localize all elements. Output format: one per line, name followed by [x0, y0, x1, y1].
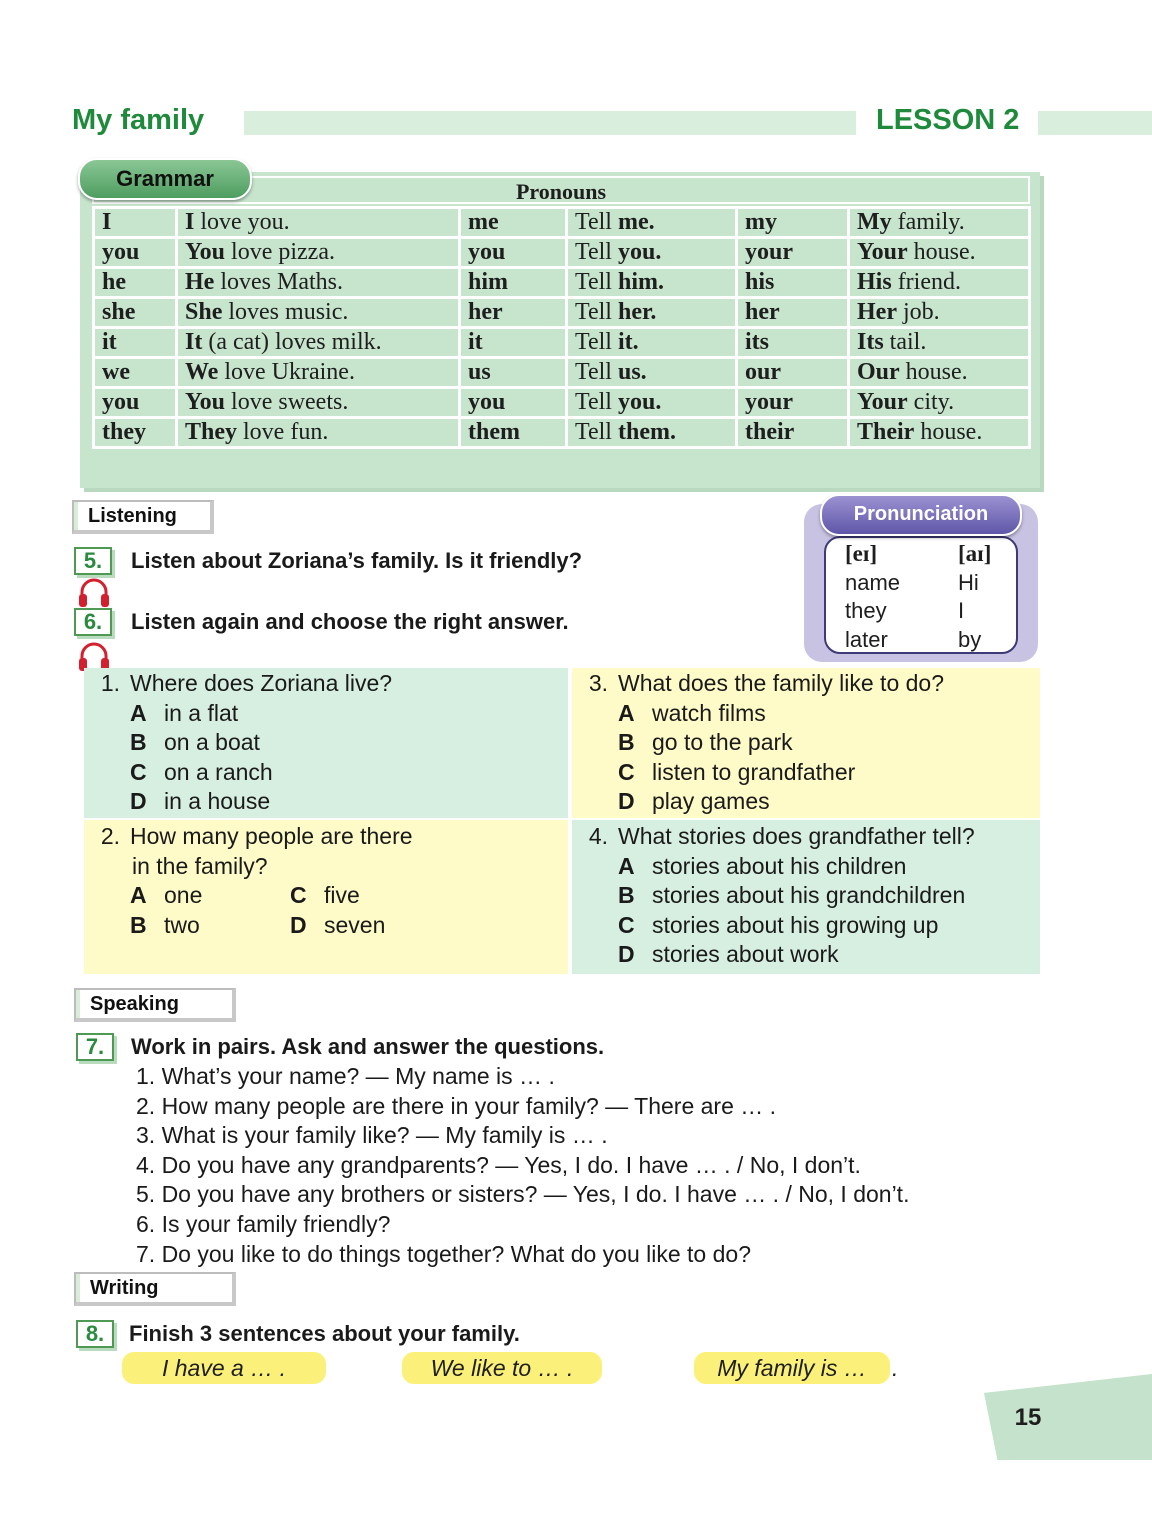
option[interactable]: C listen to grandfather [618, 758, 856, 785]
question-text: What stories does grandfather tell? [618, 823, 975, 849]
ipa-ei: [eɪ] [845, 541, 878, 566]
possessive-example: Your city. [849, 388, 1030, 418]
subject-example: You love pizza. [177, 238, 460, 268]
pronoun-row [94, 358, 1030, 388]
pronoun-row [94, 238, 1030, 268]
exercise-6-instruction: Listen again and choose the right answer. [131, 609, 569, 634]
possessive-example: Her job. [849, 298, 1030, 328]
list-item: 4. Do you have any grandparents? — Yes, I do. I have … . / No, I don’t. [136, 1151, 861, 1178]
option[interactable]: D in a house [130, 788, 271, 815]
option[interactable]: A stories about his children [618, 852, 907, 879]
possessive-adjective: their [737, 418, 849, 448]
pronunciation-col-ai [958, 540, 991, 654]
header-bar-right [1038, 111, 1152, 135]
list-item: 2. How many people are there in your family? — There are … . [136, 1092, 777, 1119]
word: they [845, 598, 887, 623]
word: name [845, 569, 901, 595]
subject-pronoun: he [94, 268, 177, 298]
subject-pronoun: you [94, 238, 177, 268]
possessive-adjective: your [737, 388, 849, 418]
subject-example: We love Ukraine. [177, 358, 460, 388]
object-example: Tell him. [567, 268, 737, 298]
question-text-continued: in the family? [132, 852, 268, 879]
subject-pronoun: we [94, 358, 177, 388]
lesson-title: LESSON 2 [876, 104, 1020, 136]
question-1-cell [84, 668, 568, 818]
object-pronoun: it [460, 328, 567, 358]
object-example: Tell you. [567, 238, 737, 268]
question-number: 2. [100, 823, 120, 849]
option[interactable]: A one [130, 882, 203, 909]
subject-example: They love fun. [177, 418, 460, 448]
object-example: Tell you. [567, 388, 737, 418]
subject-pronoun: she [94, 298, 177, 328]
listening-label: Listening [72, 500, 214, 534]
object-pronoun: us [460, 358, 567, 388]
exercise-7-number: 7. [76, 1033, 114, 1061]
possessive-example: Its tail. [849, 328, 1030, 358]
possessive-example: Their house. [849, 418, 1030, 448]
ipa-ai: [aɪ] [958, 541, 992, 566]
pronoun-row [94, 328, 1030, 358]
subject-pronoun: they [94, 418, 177, 448]
option[interactable]: D play games [618, 788, 770, 815]
exercise-6-number: 6. [74, 608, 112, 636]
option[interactable]: A in a flat [130, 699, 239, 726]
writing-prompt-2[interactable]: We like to … . [402, 1352, 602, 1384]
list-item: 1. What’s your name? — My name is … . [136, 1063, 555, 1089]
object-pronoun: me [460, 208, 567, 238]
subject-example: He loves Maths. [177, 268, 460, 298]
grammar-tab: Grammar [78, 158, 252, 200]
exercise-7-instruction: Work in pairs. Ask and answer the questions. [131, 1034, 605, 1059]
list-item: 7. Do you like to do things together? What do you like to do? [136, 1240, 751, 1267]
object-example: Tell me. [567, 208, 737, 238]
pronoun-row [94, 298, 1030, 328]
object-pronoun: him [460, 268, 567, 298]
list-item: 5. Do you have any brothers or sisters? — Yes, I do. I have … . / No, I don’t. [136, 1181, 910, 1208]
option[interactable]: D stories about work [618, 941, 839, 968]
pronoun-row [94, 268, 1030, 298]
question-3-cell [572, 668, 1040, 818]
word: later [845, 626, 888, 652]
subject-pronoun: I [94, 208, 177, 238]
subject-example: You love sweets. [177, 388, 460, 418]
subject-example: I love you. [177, 208, 460, 238]
possessive-adjective: her [737, 298, 849, 328]
pronoun-row [94, 208, 1030, 238]
object-pronoun: you [460, 388, 567, 418]
word: Hi [958, 569, 979, 595]
subject-pronoun: it [94, 328, 177, 358]
question-text: Where does Zoriana live? [130, 670, 393, 696]
question-number: 1. [100, 670, 120, 696]
speaking-questions [136, 1062, 909, 1269]
object-example: Tell us. [567, 358, 737, 388]
list-item: 6. Is your family friendly? [136, 1210, 391, 1237]
object-example: Tell it. [567, 328, 737, 358]
subject-example: She loves music. [177, 298, 460, 328]
option[interactable]: B stories about his grandchildren [618, 882, 966, 909]
question-text: What does the family like to do? [618, 670, 944, 696]
writing-prompt-1[interactable]: I have a … . [122, 1352, 326, 1384]
possessive-example: His friend. [849, 268, 1030, 298]
possessive-adjective: my [737, 208, 849, 238]
subject-example: It (a cat) loves milk. [177, 328, 460, 358]
pronoun-row [94, 418, 1030, 448]
speaking-label: Speaking [74, 988, 236, 1022]
object-example: Tell them. [567, 418, 737, 448]
pronoun-row [94, 388, 1030, 418]
word: I [958, 598, 965, 623]
object-pronoun: you [460, 238, 567, 268]
pronunciation-tab: Pronunciation [820, 494, 1022, 536]
unit-title: My family [72, 104, 205, 136]
subject-pronoun: you [94, 388, 177, 418]
option[interactable]: B two [130, 911, 200, 938]
possessive-example: Your house. [849, 238, 1030, 268]
pronouns-table [92, 206, 1031, 449]
question-4-cell [572, 820, 1040, 974]
pronunciation-col-ei [845, 540, 900, 654]
pronouns-table-title: Pronouns [92, 176, 1030, 204]
exercise-5-number: 5. [74, 547, 112, 575]
header-bar-left [244, 111, 856, 135]
exercise-5-instruction: Listen about Zoriana’s family. Is it friendly? [131, 548, 583, 573]
writing-label: Writing [74, 1272, 236, 1306]
object-pronoun: her [460, 298, 567, 328]
option[interactable]: C stories about his growing up [618, 911, 939, 938]
writing-prompt-3-period: . [892, 1355, 899, 1381]
page-number: 15 [1014, 1404, 1042, 1431]
list-item: 3. What is your family like? — My family is … . [136, 1122, 608, 1149]
question-number: 3. [588, 670, 608, 696]
exercise-8-number: 8. [76, 1320, 114, 1348]
exercise-8-instruction: Finish 3 sentences about your family. [129, 1321, 520, 1346]
possessive-adjective: our [737, 358, 849, 388]
writing-prompt-3[interactable]: My family is … [694, 1352, 890, 1384]
option[interactable]: A watch films [618, 699, 766, 726]
option[interactable]: C five [290, 882, 360, 909]
option[interactable]: D seven [290, 911, 386, 938]
possessive-adjective: your [737, 238, 849, 268]
word: by [958, 626, 982, 652]
question-number: 4. [588, 823, 608, 849]
possessive-adjective: its [737, 328, 849, 358]
object-example: Tell her. [567, 298, 737, 328]
option[interactable]: C on a ranch [130, 758, 273, 785]
question-2-cell [84, 820, 568, 974]
option[interactable]: B on a boat [130, 729, 260, 756]
headphones-icon[interactable] [77, 578, 111, 608]
object-pronoun: them [460, 418, 567, 448]
question-text: How many people are there [130, 823, 413, 849]
possessive-adjective: his [737, 268, 849, 298]
option[interactable]: B go to the park [618, 729, 793, 756]
possessive-example: Our house. [849, 358, 1030, 388]
possessive-example: My family. [849, 208, 1030, 238]
